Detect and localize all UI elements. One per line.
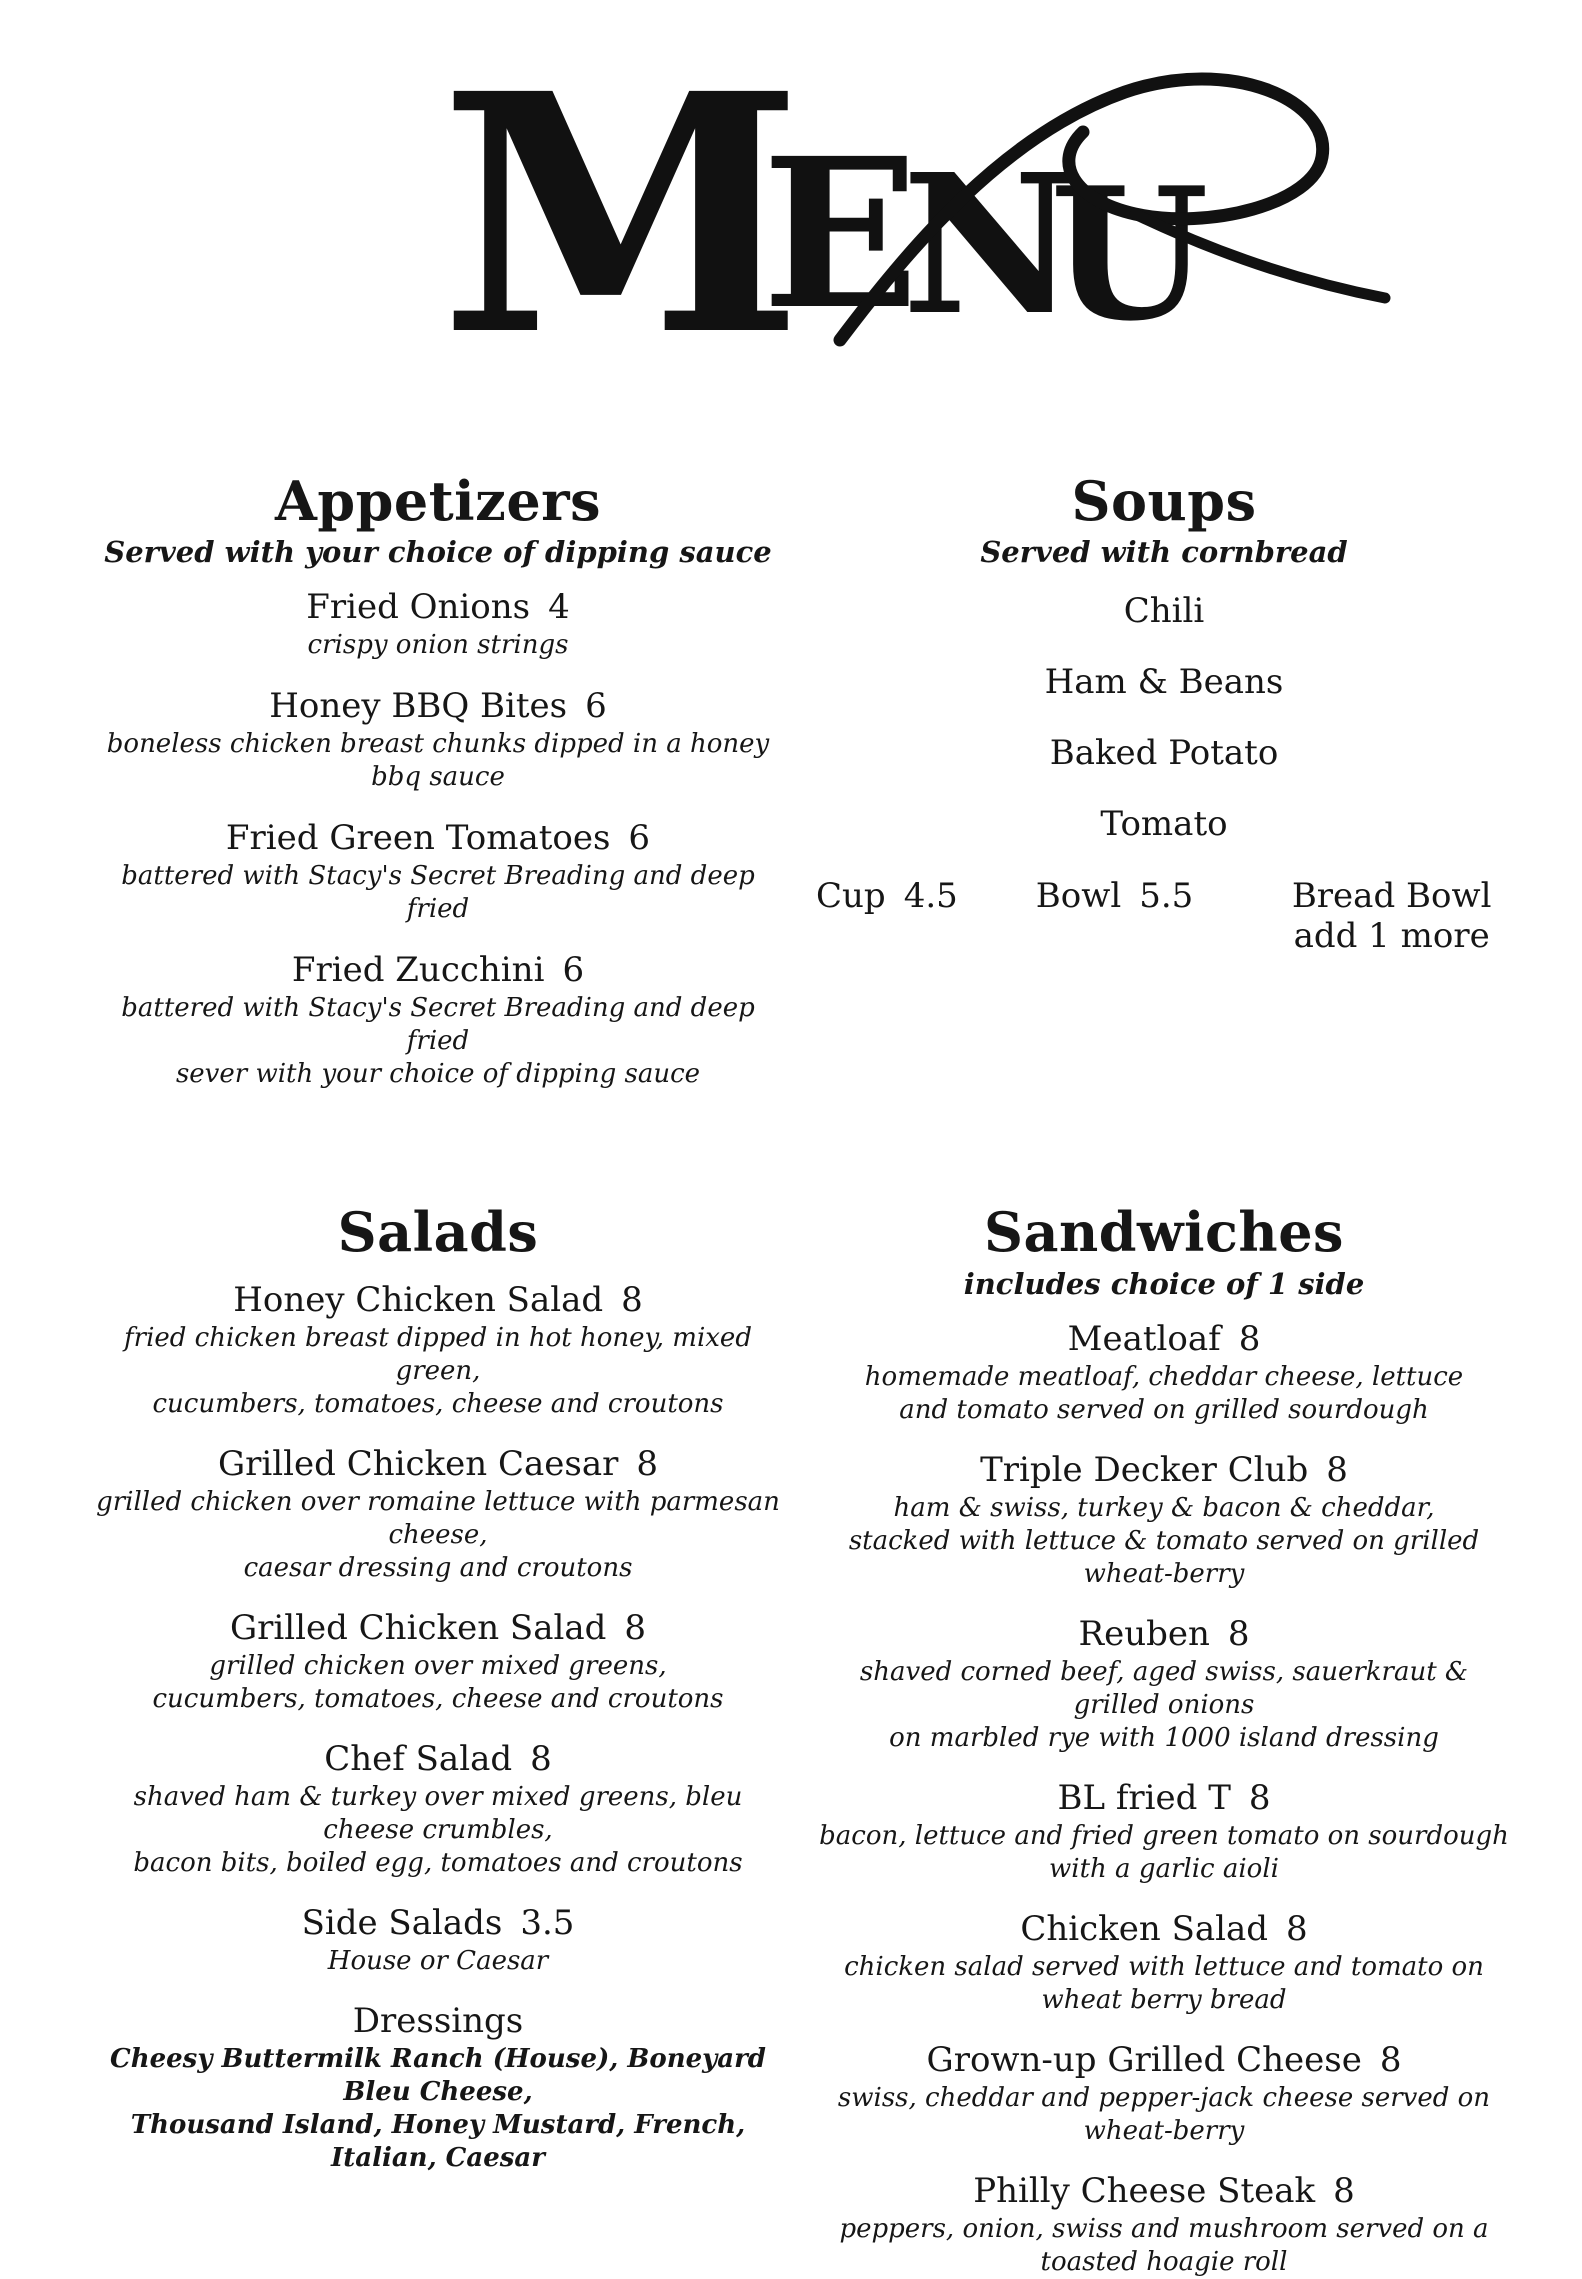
menu-item [816, 1910, 1512, 2017]
item-desc-line: and tomato served on grilled sourdough [899, 1394, 1429, 1425]
item-price: 8 [1333, 2170, 1355, 2211]
item-desc-line: crispy onion strings [307, 630, 569, 661]
item-name: Honey Chicken Salad [233, 1279, 604, 1320]
logo-letter-n: N [902, 133, 1078, 354]
menu-item [816, 1615, 1512, 1755]
salads-items [90, 1281, 786, 2175]
item-price: 8 [621, 1279, 643, 1320]
item-name: BL fried T [1057, 1777, 1231, 1818]
item-desc-line: House or Caesar [327, 1945, 549, 1976]
item-name: Dressings [352, 2000, 524, 2041]
item-price: 8 [624, 1607, 647, 1648]
menu-item [90, 1281, 786, 1421]
menu-item [90, 1609, 786, 1716]
item-desc-line: bacon, lettuce and fried green tomato on sourdough with a garlic aioli [819, 1820, 1509, 1884]
pricing-entry [1271, 876, 1512, 956]
item-desc-line: shaved corned beef, aged swiss, sauerkraut & grilled onions [859, 1656, 1469, 1720]
item-name: Reuben [1078, 1613, 1210, 1654]
section-subtitle: Served with your choice of dipping sauce [104, 535, 772, 570]
section-soups [816, 469, 1512, 1091]
logo-letter-m: M [440, 62, 804, 354]
item-desc-line: grilled chicken over mixed greens, [209, 1650, 667, 1681]
item-desc [90, 1650, 786, 1716]
pricing-entry [1036, 876, 1194, 956]
item-desc [816, 1951, 1512, 2017]
item-name: Grown-up Grilled Cheese [926, 2039, 1362, 2080]
item-desc-line: stacked with lettuce & tomato served on grilled wheat-berry [848, 1525, 1480, 1589]
item-desc [816, 1492, 1512, 1591]
section-title: Soups [1071, 469, 1257, 533]
item-desc [90, 860, 786, 926]
item-desc-line: caesar dressing and croutons [243, 1552, 633, 1583]
item-price: 6 [585, 686, 607, 727]
item-price: 8 [1238, 1318, 1261, 1359]
menu-item [90, 1445, 786, 1585]
item-desc [90, 992, 786, 1091]
pricing-label: Cup [816, 876, 886, 917]
item-price: 6 [562, 950, 585, 991]
sandwiches-items [816, 1320, 1512, 2279]
menu-logo-art [440, 62, 1400, 354]
section-subtitle: Served with cornbread [980, 535, 1348, 570]
item-price: 8 [530, 1738, 552, 1779]
item-price: 8 [1248, 1777, 1271, 1818]
item-name: Grilled Chicken Salad [229, 1607, 607, 1648]
soup-item: Ham & Beans [1044, 662, 1284, 703]
item-desc [816, 2213, 1512, 2279]
item-name: Grilled Chicken Caesar [217, 1443, 619, 1484]
soup-pricing-row [816, 876, 1512, 956]
item-name: Fried Zucchini [291, 950, 545, 991]
menu-item [816, 2041, 1512, 2148]
pricing-label: Bread Bowl add 1 more [1291, 876, 1492, 957]
section-sandwiches [816, 1200, 1512, 2278]
item-desc-line: fried chicken breast dipped in hot honey, mixed green, [124, 1322, 752, 1386]
item-price: 8 [1227, 1613, 1250, 1654]
item-desc-line: homemade meatloaf, cheddar cheese, lettuce [864, 1361, 1464, 1392]
item-desc-line: sever with your choice of dipping sauce [175, 1059, 701, 1090]
item-name: Honey BBQ Bites [269, 686, 568, 727]
item-name: Chicken Salad [1020, 1908, 1269, 1949]
soup-item: Tomato [1100, 804, 1228, 845]
item-desc [90, 2043, 786, 2175]
soups-items [816, 591, 1512, 845]
item-name: Chef Salad [324, 1738, 513, 1779]
item-desc-line: Cheesy Buttermilk Ranch (House), Boneyard Bleu Cheese, [110, 2043, 766, 2107]
item-desc [816, 1820, 1512, 1886]
item-desc [90, 728, 786, 794]
menu-body [0, 354, 1582, 2279]
item-desc-line: on marbled rye with 1000 island dressing [889, 1722, 1439, 1753]
menu-item [90, 819, 786, 926]
item-price: 4 [548, 587, 570, 628]
item-desc [90, 629, 786, 662]
item-price: 6 [628, 818, 651, 859]
section-title: Appetizers [274, 469, 602, 533]
menu-item [90, 588, 786, 662]
item-desc-line: cucumbers, tomatoes, cheese and croutons [152, 1683, 724, 1714]
item-desc-line: chicken salad served with lettuce and tomato on wheat berry bread [844, 1951, 1484, 2015]
pricing-price: 4.5 [903, 876, 958, 917]
item-desc-line: Thousand Island, Honey Mustard, French, Italian, Caesar [130, 2109, 746, 2173]
section-salads [90, 1200, 786, 2278]
menu-item [90, 951, 786, 1091]
item-desc-line: grilled chicken over romaine lettuce with parmesan cheese, [96, 1486, 780, 1550]
menu-item [816, 1779, 1512, 1886]
item-desc-line: ham & swiss, turkey & bacon & cheddar, [893, 1492, 1435, 1523]
item-desc-line: bacon bits, boiled egg, tomatoes and croutons [133, 1847, 743, 1878]
item-desc [816, 1361, 1512, 1427]
menu-item [816, 1320, 1512, 1427]
menu-item [90, 687, 786, 794]
item-desc-line: battered with Stacy's Secret Breading and deep fried [121, 861, 755, 925]
item-price: 8 [1326, 1449, 1348, 1490]
item-price: 8 [636, 1443, 658, 1484]
logo-letter-u: U [1050, 147, 1209, 354]
item-desc [90, 1486, 786, 1585]
item-price: 8 [1379, 2039, 1402, 2080]
item-price: 3.5 [520, 1902, 575, 1943]
section-title: Sandwiches [984, 1200, 1344, 1265]
item-desc-line: peppers, onion, swiss and mushroom served on a toasted hoagie roll [839, 2213, 1489, 2277]
pricing-price: 5.5 [1139, 876, 1194, 917]
item-name: Side Salads [301, 1902, 503, 1943]
item-desc-line: battered with Stacy's Secret Breading and deep fried [121, 993, 755, 1057]
menu-item [90, 2002, 786, 2175]
item-name: Philly Cheese Steak [973, 2170, 1316, 2211]
logo-letter-e: E [762, 113, 920, 354]
item-name: Fried Green Tomatoes [225, 818, 611, 859]
item-desc-line: boneless chicken breast chunks dipped in a honey bbq sauce [106, 729, 770, 793]
menu-item [90, 1904, 786, 1978]
item-name: Triple Decker Club [980, 1449, 1309, 1490]
item-desc [90, 1945, 786, 1978]
item-price: 8 [1286, 1908, 1308, 1949]
section-subtitle: includes choice of 1 side [963, 1266, 1365, 1301]
item-desc [90, 1322, 786, 1421]
pricing-label: Bowl [1035, 876, 1122, 917]
section-appetizers [90, 469, 786, 1091]
menu-item [816, 1451, 1512, 1591]
menu-item [816, 2172, 1512, 2279]
item-name: Fried Onions [306, 587, 531, 628]
soup-item: Chili [1123, 591, 1205, 632]
item-desc [90, 1781, 786, 1880]
item-desc-line: cucumbers, tomatoes, cheese and croutons [152, 1388, 724, 1419]
item-desc [816, 2082, 1512, 2148]
appetizers-items [90, 588, 786, 1091]
menu-logo [440, 62, 1400, 354]
item-desc-line: shaved ham & turkey over mixed greens, bleu cheese crumbles, [133, 1781, 743, 1845]
soup-item: Baked Potato [1049, 733, 1279, 774]
item-name: Meatloaf [1067, 1318, 1221, 1359]
item-desc [816, 1656, 1512, 1755]
pricing-entry [816, 876, 958, 956]
menu-item [90, 1740, 786, 1880]
section-title: Salads [337, 1200, 539, 1265]
item-desc-line: swiss, cheddar and pepper-jack cheese served on wheat-berry [837, 2082, 1491, 2146]
